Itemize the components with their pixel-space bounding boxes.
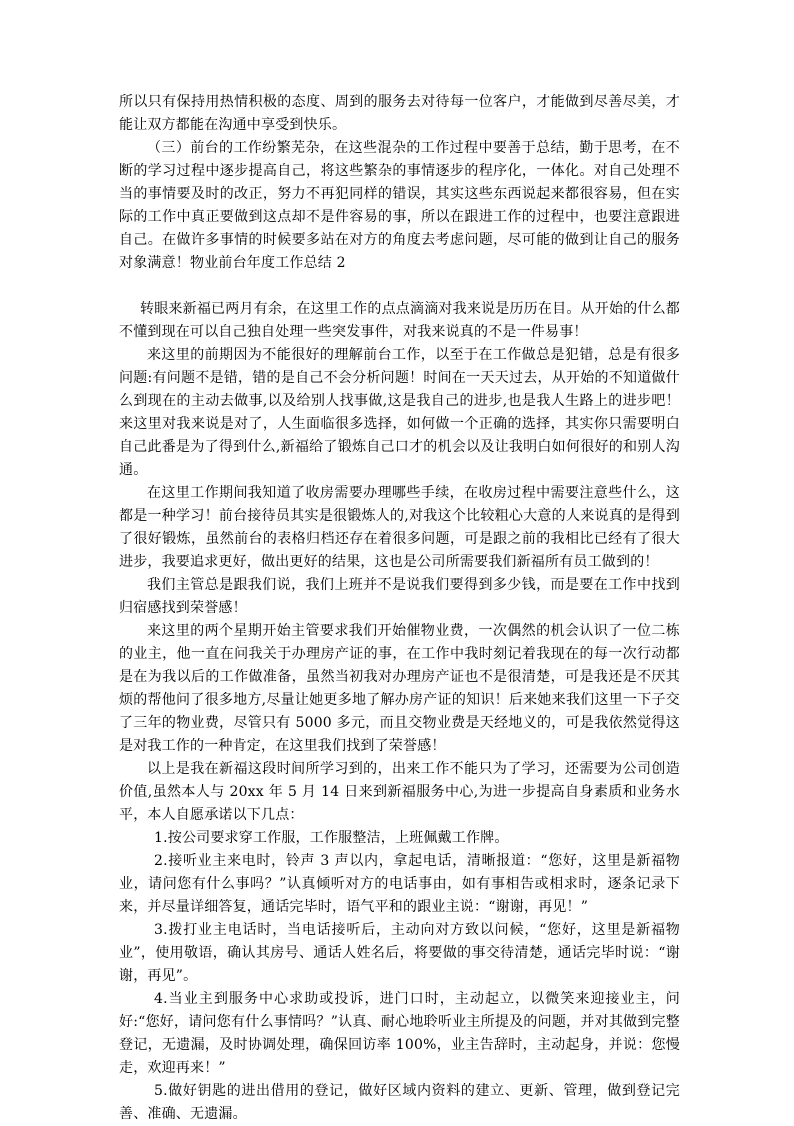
paragraph-intro: 所以只有保持用热情积极的态度、周到的服务去对待每一位客户，才能做到尽善尽美，才能让双方都能在沟通中享受到快乐。 (119, 94, 680, 133)
list-item-4: 4.当业主到服务中心求助或投诉，进门口时，主动起立，以微笑来迎接业主，问好:“您好，请问您有什么事情吗？”认真、耐心地聆听业主所提及的问题，并对其做到完整登记，无遗漏，及时协调处理，确保回访率 100%，业主告辞时，主动起身，并说：您慢走，欢迎再来！” (119, 991, 680, 1076)
paragraph-section-three: （三）前台的工作纷繁芜杂，在这些混杂的工作过程中要善于总结，勤于思考，在不断的学习过程中逐步提高自己，将这些繁杂的事情逐步的程序化，一体化。对自己处理不当的事情要及时的改正，努力不再犯同样的错误，其实这些东西说起来都很容易，但在实际的工作中真正要做到这点却不是件容易的事，所以在跟进工作的过程中，也要注意跟进自己。在做许多事情的时候要多站在对方的角度去考虑问题，尽可能的做到让自己的服务对象满意！物业前台年度工作总结 2 (119, 140, 680, 271)
paragraph-supervisor: 我们主管总是跟我们说，我们上班并不是说我们要得到多少钱，而是要在工作中找到归宿感找到荣誉感！ (119, 577, 680, 616)
list-item-1: 1.按公司要求穿工作服，工作服整洁，上班佩戴工作牌。 (154, 830, 509, 846)
list-item-2: 2.接听业主来电时，铃声 3 声以内，拿起电话，清晰报道：“您好，这里是新福物业，请问您有什么事吗？”认真倾听对方的电话事由，如有事相告或相求时，逐条记录下来，并尽量详细答复，通话完毕时，语气平和的跟业主说：“谢谢，再见！” (119, 853, 680, 915)
paragraph-learning: 在这里工作期间我知道了收房需要办理哪些手续，在收房过程中需要注意些什么，这都是一种学习！前台接待员其实是很锻炼人的,对我这个比较粗心大意的人来说真的是得到了很好锻炼，虽然前台的表格归档还存在着很多问题，可是跟之前的我相比已经有了很大进步，我要追求更好，做出更好的结果，这也是公司所需要我们新福所有员工做到的！ (119, 485, 680, 570)
paragraph-early-period: 来这里的前期因为不能很好的理解前台工作，以至于在工作做总是犯错，总是有很多问题:有问题不是错，错的是自己不会分析问题！时间在一天天过去，从开始的不知道做什么到现在的主动去做事,以及给别人找事做,这是我自己的进步,也是我人生路上的进步吧！来这里对我来说是对了，人生面临很多选择，如何做一个正确的选择，其实你只需要明白自己此番是为了得到什么,新福给了锻炼自己口才的机会以及让我明白如何很好的和别人沟通。 (119, 347, 680, 478)
paragraph-opening: 转眼来新福已两月有余，在这里工作的点点滴滴对我来说是历历在目。从开始的什么都不懂到现在可以自己独自处理一些突发事件，对我来说真的不是一件易事！ (119, 301, 680, 340)
list-item-5: 5.做好钥匙的进出借用的登记，做好区域内资料的建立、更新、管理，做到登记完善、准确、无遗漏。 (119, 1083, 680, 1122)
list-item-3: 3.拨打业主电话时，当电话接听后，主动向对方致以问候，“您好，这里是新福物业”，使用敬语，确认其房号、通话人姓名后，将要做的事交待清楚，通话完毕时说：“谢谢，再见”。 (119, 922, 680, 984)
paragraph-commitment: 以上是我在新福这段时间所学习到的，出来工作不能只为了学习，还需要为公司创造价值,虽然本人与 20xx 年 5 月 14 日来到新福服务中心,为进一步提高自身素质和业务水平，本人自愿承诺以下几点： (119, 761, 680, 823)
paragraph-property-fee: 来这里的两个星期开始主管要求我们开始催物业费，一次偶然的机会认识了一位二栋的业主，他一直在问我关于办理房产证的事，在工作中我时刻记着我现在的每一次行动都是在为我以后的工作做准备，虽然当初我对办理房产证也不是很清楚，可是我还是不厌其烦的帮他问了很多地方,尽量让她更多地了解办房产证的知识！后来她来我们这里一下子交了三年的物业费，尽管只有 5000 多元，而且交物业费是天经地义的，可是我依然觉得这是对我工作的一种肯定，在这里我们找到了荣誉感！ (119, 623, 680, 754)
